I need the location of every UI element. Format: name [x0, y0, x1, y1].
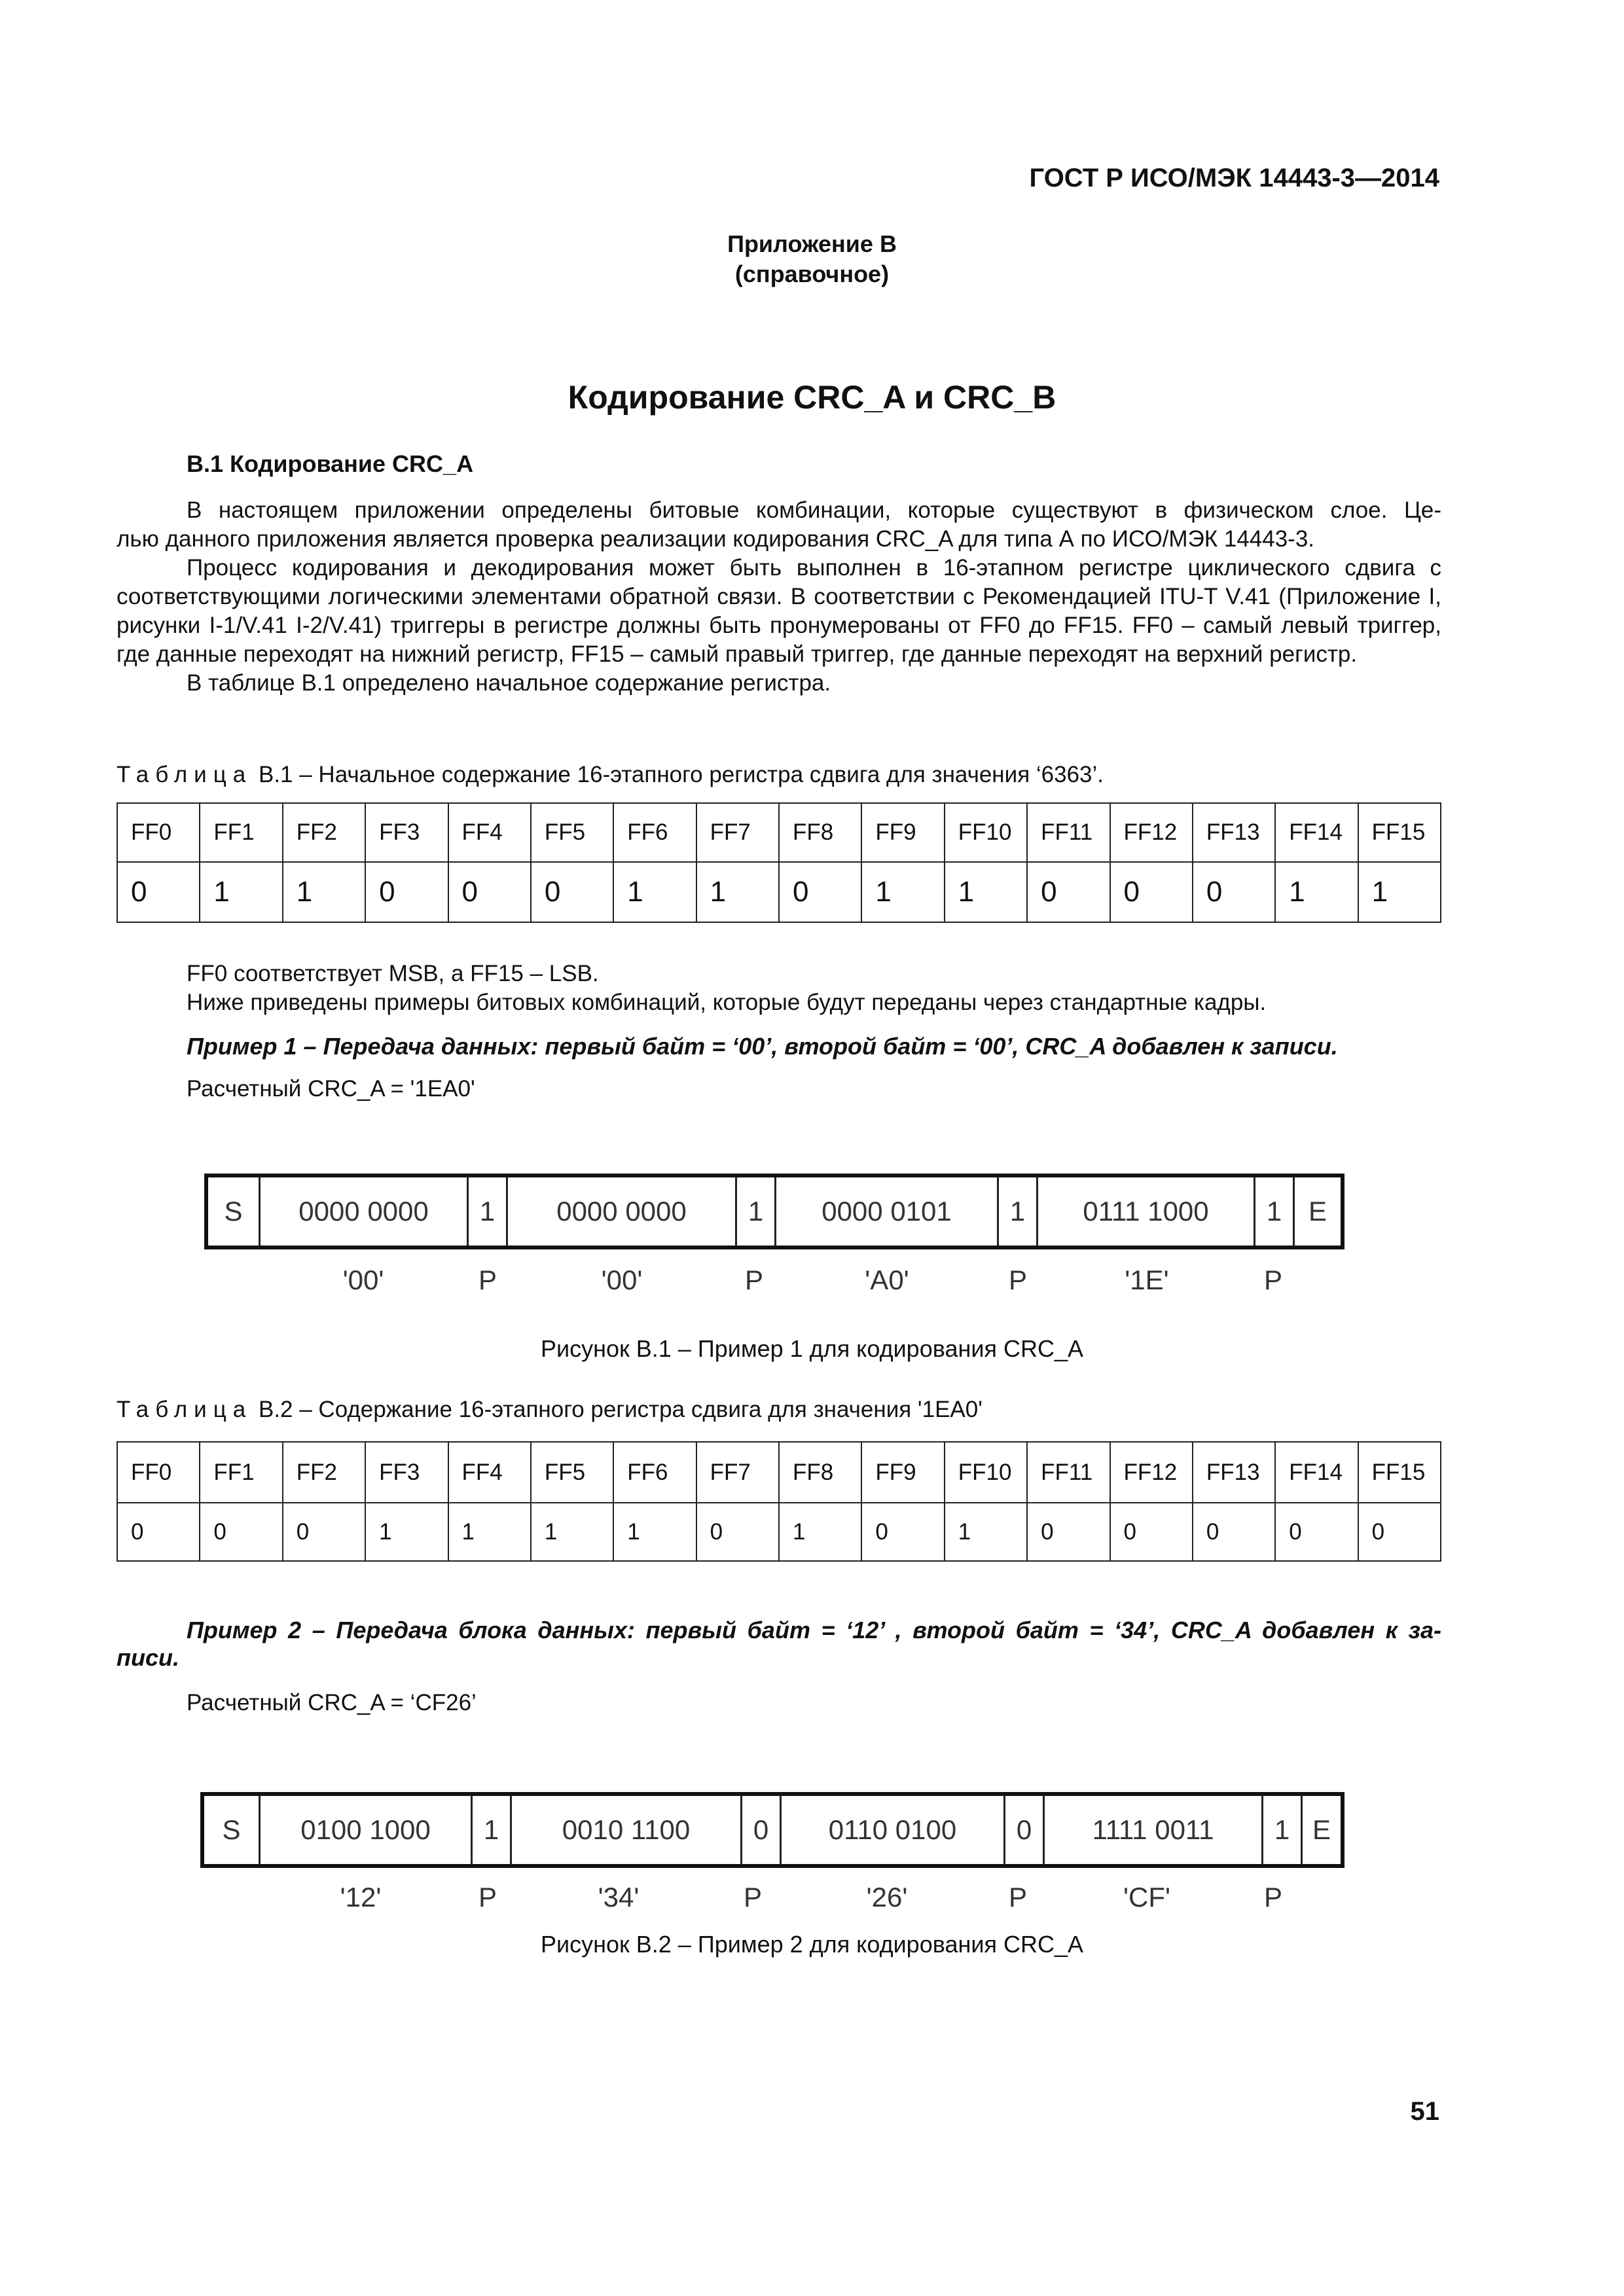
frame-cell: 1	[999, 1177, 1038, 1246]
table2-caption-text: B.2 – Содержание 16-этапного регистра сдвига для значения '1EA0'	[258, 1397, 983, 1422]
table1-caption-text: B.1 – Начальное содержание 16-этапного регистра сдвига для значения ‘6363’.	[258, 762, 1104, 787]
frame-label: 'CF'	[1123, 1882, 1171, 1912]
frame-cell: 1	[737, 1177, 776, 1246]
example1-heading: Пример 1 – Передача данных: первый байт = ‘00’, второй байт = ‘00’, CRC_A добавлен к записи.	[187, 1033, 1338, 1060]
table-header-cell: FF5	[531, 1442, 613, 1503]
frame-cell: 0100 1000	[261, 1796, 473, 1864]
table-header-cell: FF12	[1110, 1442, 1193, 1503]
example2-heading-line-2: писи.	[117, 1644, 179, 1671]
table-header-cell: FF6	[613, 803, 696, 862]
frame-label: P	[1008, 1265, 1028, 1295]
example2-heading-line-1: Пример 2 – Передача блока данных: первый байт = ‘12’ , второй байт = ‘34’, CRC_A добавлен к за-	[187, 1617, 1441, 1643]
table-value-cell: 0	[200, 1503, 282, 1561]
example1-crc: Расчетный CRC_A = '1EA0'	[187, 1076, 475, 1102]
table-value-cell: 0	[1193, 1503, 1275, 1561]
table-value-cell: 1	[365, 1503, 448, 1561]
table-value-cell: 1	[861, 862, 944, 922]
table-value-cell: 1	[200, 862, 282, 922]
table-value-cell: 0	[117, 1503, 200, 1561]
frame1-labels	[0, 1265, 1624, 1297]
table-value-cell: 1	[448, 1503, 531, 1561]
standard-header: ГОСТ Р ИСО/МЭК 14443-3—2014	[1029, 164, 1439, 192]
appendix-label	[0, 229, 1624, 289]
table-header-cell: FF9	[861, 803, 944, 862]
frame-cell: 0	[742, 1796, 782, 1864]
table-value-cell: 0	[1027, 862, 1110, 922]
table-value-cell: 0	[779, 862, 861, 922]
frame-cell: 1	[469, 1177, 508, 1246]
frame-label: 'A0'	[865, 1265, 909, 1295]
frame-cell: E	[1308, 1196, 1327, 1227]
table-value-cell: 0	[1358, 1503, 1441, 1561]
table-value-cell: 1	[283, 862, 365, 922]
page-number: 51	[1410, 2097, 1439, 2126]
paragraph-1-line-1: В настоящем приложении определены битовые комбинации, которые существуют в физическом слое. Це-	[187, 497, 1441, 523]
table-header-cell: FF7	[696, 1442, 779, 1503]
table-header-cell: FF10	[945, 1442, 1027, 1503]
frame-cell: 0111 1000	[1038, 1177, 1255, 1246]
frame-label: P	[478, 1882, 497, 1912]
frame-cell: E	[1312, 1814, 1331, 1845]
note-msb-lsb: FF0 соответствует MSB, а FF15 – LSB.	[187, 961, 599, 986]
table-header-cell: FF5	[531, 803, 613, 862]
table-value-cell: 1	[1358, 862, 1441, 922]
frame-label: P	[478, 1265, 497, 1295]
frame-label: P	[743, 1882, 763, 1912]
table-header-cell: FF1	[200, 1442, 282, 1503]
example2-crc: Расчетный CRC_A = ‘CF26’	[187, 1690, 477, 1715]
bit-frame-1	[204, 1174, 1344, 1249]
frame-label: '00'	[601, 1265, 643, 1295]
frame-cell: 0000 0000	[508, 1177, 737, 1246]
table-value-cell: 0	[448, 862, 531, 922]
table-header-cell: FF9	[861, 1442, 944, 1503]
frame-label: '26'	[866, 1882, 908, 1912]
table-value-cell: 0	[531, 862, 613, 922]
table-value-cell: 0	[861, 1503, 944, 1561]
table-value-cell: 1	[613, 1503, 696, 1561]
frame-cell: S	[204, 1796, 261, 1864]
table-header-cell: FF12	[1110, 803, 1193, 862]
table-header-cell: FF11	[1027, 803, 1110, 862]
table-value-cell: 1	[945, 1503, 1027, 1561]
frame-label: '34'	[598, 1882, 640, 1912]
frame-cell: 1	[1263, 1796, 1303, 1864]
paragraph-1-line-2: лью данного приложения является проверка реализации кодирования CRC_A для типа А по ИСО/МЭК 14443-3.	[117, 526, 1315, 552]
table-value-cell: 0	[117, 862, 200, 922]
table-value-cell: 1	[945, 862, 1027, 922]
frame-cell: 1	[473, 1796, 512, 1864]
table-header-cell: FF0	[117, 1442, 200, 1503]
figure1-caption: Рисунок B.1 – Пример 1 для кодирования CRC_A	[541, 1335, 1083, 1362]
table-value-cell: 1	[696, 862, 779, 922]
frame-cell: 1111 0011	[1045, 1796, 1263, 1864]
table-value-cell: 0	[365, 862, 448, 922]
frame-cell: S	[208, 1177, 261, 1246]
table-header-cell: FF4	[448, 1442, 531, 1503]
table-value-cell: 1	[1275, 862, 1358, 922]
page-title: Кодирование CRC_A и CRC_B	[568, 379, 1056, 416]
section-heading: B.1 Кодирование CRC_A	[187, 450, 474, 477]
frame-cell: 0000 0101	[776, 1177, 999, 1246]
table2-caption	[117, 1397, 983, 1423]
frame-label: P	[1008, 1882, 1028, 1912]
frame-cell: 0000 0000	[261, 1177, 469, 1246]
table-header-cell: FF10	[945, 803, 1027, 862]
table-value-cell: 0	[1110, 862, 1193, 922]
paragraph-3: В таблице B.1 определено начальное содержание регистра.	[187, 670, 831, 696]
table-header-cell: FF8	[779, 803, 861, 862]
table-label: Таблица	[117, 762, 253, 787]
table-header-cell: FF13	[1193, 1442, 1275, 1503]
intro-paragraphs	[117, 496, 1441, 698]
table-header-cell: FF0	[117, 803, 200, 862]
note-examples: Ниже приведены примеры битовых комбинаций, которые будут переданы через стандартные кадры.	[187, 990, 1267, 1015]
table-value-cell: 1	[613, 862, 696, 922]
appendix-type: (справочное)	[734, 260, 890, 287]
frame-cell: 0110 0100	[782, 1796, 1005, 1864]
table-header-cell: FF14	[1275, 803, 1358, 862]
table-header-cell: FF7	[696, 803, 779, 862]
frame2-labels	[0, 1882, 1624, 1914]
figure2-caption: Рисунок B.2 – Пример 2 для кодирования CRC_A	[541, 1931, 1083, 1958]
table-header-cell: FF15	[1358, 803, 1441, 862]
register-table-2	[117, 1441, 1441, 1562]
frame-label: '12'	[340, 1882, 382, 1912]
table-header-cell: FF8	[779, 1442, 861, 1503]
frame-label: P	[1263, 1265, 1283, 1295]
frame-label: P	[1263, 1882, 1283, 1912]
frame-label: '00'	[342, 1265, 384, 1295]
table-value-cell: 0	[1027, 1503, 1110, 1561]
table-value-cell: 1	[531, 1503, 613, 1561]
table-header-cell: FF11	[1027, 1442, 1110, 1503]
appendix-title: Приложение B	[727, 230, 897, 257]
table-header-cell: FF4	[448, 803, 531, 862]
table-header-cell: FF2	[283, 1442, 365, 1503]
table-header-cell: FF3	[365, 803, 448, 862]
table-value-cell: 0	[696, 1503, 779, 1561]
table1-caption	[117, 762, 1104, 788]
table-header-cell: FF2	[283, 803, 365, 862]
frame-cell: 0010 1100	[512, 1796, 742, 1864]
paragraph-2: Процесс кодирования и декодирования может быть выполнен в 16-этапном регистре циклического сдвига с соответствующими логическими элементами обратной связи. В соответствии с Рекомендацией ITU-T V.41 (Приложение I, рисунки I-1/V.41 I-2/V.41) триггеры в регистре должны быть пронумерованы от FF0 до FF15. FF0 – самый левый триггер, где данные переходят на нижний регистр, FF15 – самый правый триггер, где данные переходят на верхний регистр.	[117, 555, 1441, 667]
table-value-cell: 0	[1275, 1503, 1358, 1561]
table-header-cell: FF15	[1358, 1442, 1441, 1503]
table-header-cell: FF14	[1275, 1442, 1358, 1503]
table-value-cell: 1	[779, 1503, 861, 1561]
table-header-cell: FF13	[1193, 803, 1275, 862]
table-value-cell: 0	[1193, 862, 1275, 922]
frame-label: '1E'	[1125, 1265, 1169, 1295]
frame-label: P	[744, 1265, 764, 1295]
table-label: Таблица	[117, 1397, 253, 1422]
table-header-cell: FF6	[613, 1442, 696, 1503]
table-header-cell: FF3	[365, 1442, 448, 1503]
table-header-cell: FF1	[200, 803, 282, 862]
example2-heading	[117, 1617, 1441, 1672]
table-value-cell: 0	[283, 1503, 365, 1561]
bit-frame-2	[200, 1792, 1344, 1868]
frame-cell: 1	[1255, 1177, 1295, 1246]
register-table-1	[117, 802, 1441, 923]
frame-cell: 0	[1005, 1796, 1045, 1864]
table-value-cell: 0	[1110, 1503, 1193, 1561]
